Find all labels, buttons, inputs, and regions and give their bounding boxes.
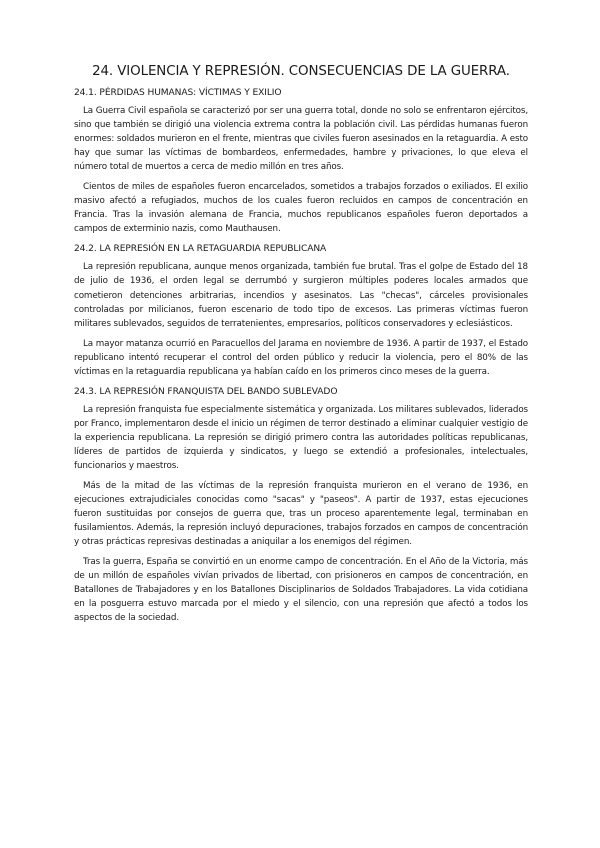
paragraph: Más de la mitad de las víctimas de la represión franquista murieron en el verano de 1936, en ejecuciones extrajudiciales conocidas como "sacas" y "paseos". A partir de 1937, estas ejecuciones fueron sustituidas por consejos de guerra que, tras un proceso aparentemente legal, terminaban en fusilamientos. Además, la represión incluyó depuraciones, trabajos forzados en campos de concentración y otras prácticas represivas destinadas a aniquilar a los enemigos del régimen. [74,481,528,548]
document-page [74,64,528,634]
section-heading: 24.3. LA REPRESIÓN FRANQUISTA DEL BANDO SUBLEVADO [74,386,338,397]
section-represion-republicana [74,244,528,378]
paragraph: Tras la guerra, España se convirtió en un enorme campo de concentración. En el Año de la Victoria, más de un millón de españoles vivían privados de libertad, con prisioneros en campos de concentración, en Batallones de Trabajadores y en los Batallones Disciplinarios de Soldados Trabajadores. La vida cotidiana en la posguerra estuvo marcada por el miedo y el silencio, con una represión que afectó a todos los aspectos de la sociedad. [74,557,528,624]
paragraph: La mayor matanza ocurrió en Paracuellos del Jarama en noviembre de 1936. A partir de 1937, el Estado republicano intentó recuperar el control del orden público y reducir la violencia, pero el 80% de las víctimas en la retaguardia republicana ya habían caído en los primeros cinco meses de la guerra. [74,338,528,377]
paragraph: Cientos de miles de españoles fueron encarcelados, sometidos a trabajos forzados o exiliados. El exilio masivo afectó a refugiados, muchos de los cuales fueron recluidos en campos de concentración en Francia. Tras la invasión alemana de Francia, muchos republicanos españoles fueron deportados a campos de exterminio nazis, como Mauthausen. [74,182,528,235]
page-title: 24. VIOLENCIA Y REPRESIÓN. CONSECUENCIAS DE LA GUERRA. [92,64,510,79]
section-perdidas-humanas [74,88,528,236]
section-heading: 24.2. LA REPRESIÓN EN LA RETAGUARDIA REPUBLICANA [74,244,327,255]
paragraph: La Guerra Civil española se caracterizó por ser una guerra total, donde no solo se enfrentaron ejércitos, sino que también se dirigió una violencia extrema contra la población civil. Las pérdidas humanas fueron enormes: soldados murieron en el frente, mientras que civiles fueron asesinados en la retaguardia. A esto hay que sumar las víctimas de bombardeos, enfermedades, hambre y privaciones, lo que eleva el número total de muertos a cerca de medio millón en tres años. [74,106,528,173]
paragraph: La represión republicana, aunque menos organizada, también fue brutal. Tras el golpe de Estado del 18 de julio de 1936, el orden legal se derrumbó y surgieron múltiples poderes locales armados que cometieron detenciones arbitrarias, incendios y asesinatos. Las "checas", cárceles provisionales controladas por milicianos, fueron escenario de todo tipo de excesos. Las primeras víctimas fueron militares sublevados, seguidos de terratenientes, empresarios, políticos conservadores y eclesiásticos. [74,262,528,329]
paragraph: La represión franquista fue especialmente sistemática y organizada. Los militares sublevados, liderados por Franco, implementaron desde el inicio un régimen de terror destinado a eliminar cualquier vestigio de la experiencia republicana. La represión se dirigió primero contra las autoridades políticas republicanas, líderes de partidos de izquierda y sindicatos, y luego se extendió a profesionales, intelectuales, funcionarios y maestros. [74,404,528,471]
section-heading: 24.1. PÉRDIDAS HUMANAS: VÍCTIMAS Y EXILIO [74,88,282,98]
section-represion-franquista [74,387,528,626]
